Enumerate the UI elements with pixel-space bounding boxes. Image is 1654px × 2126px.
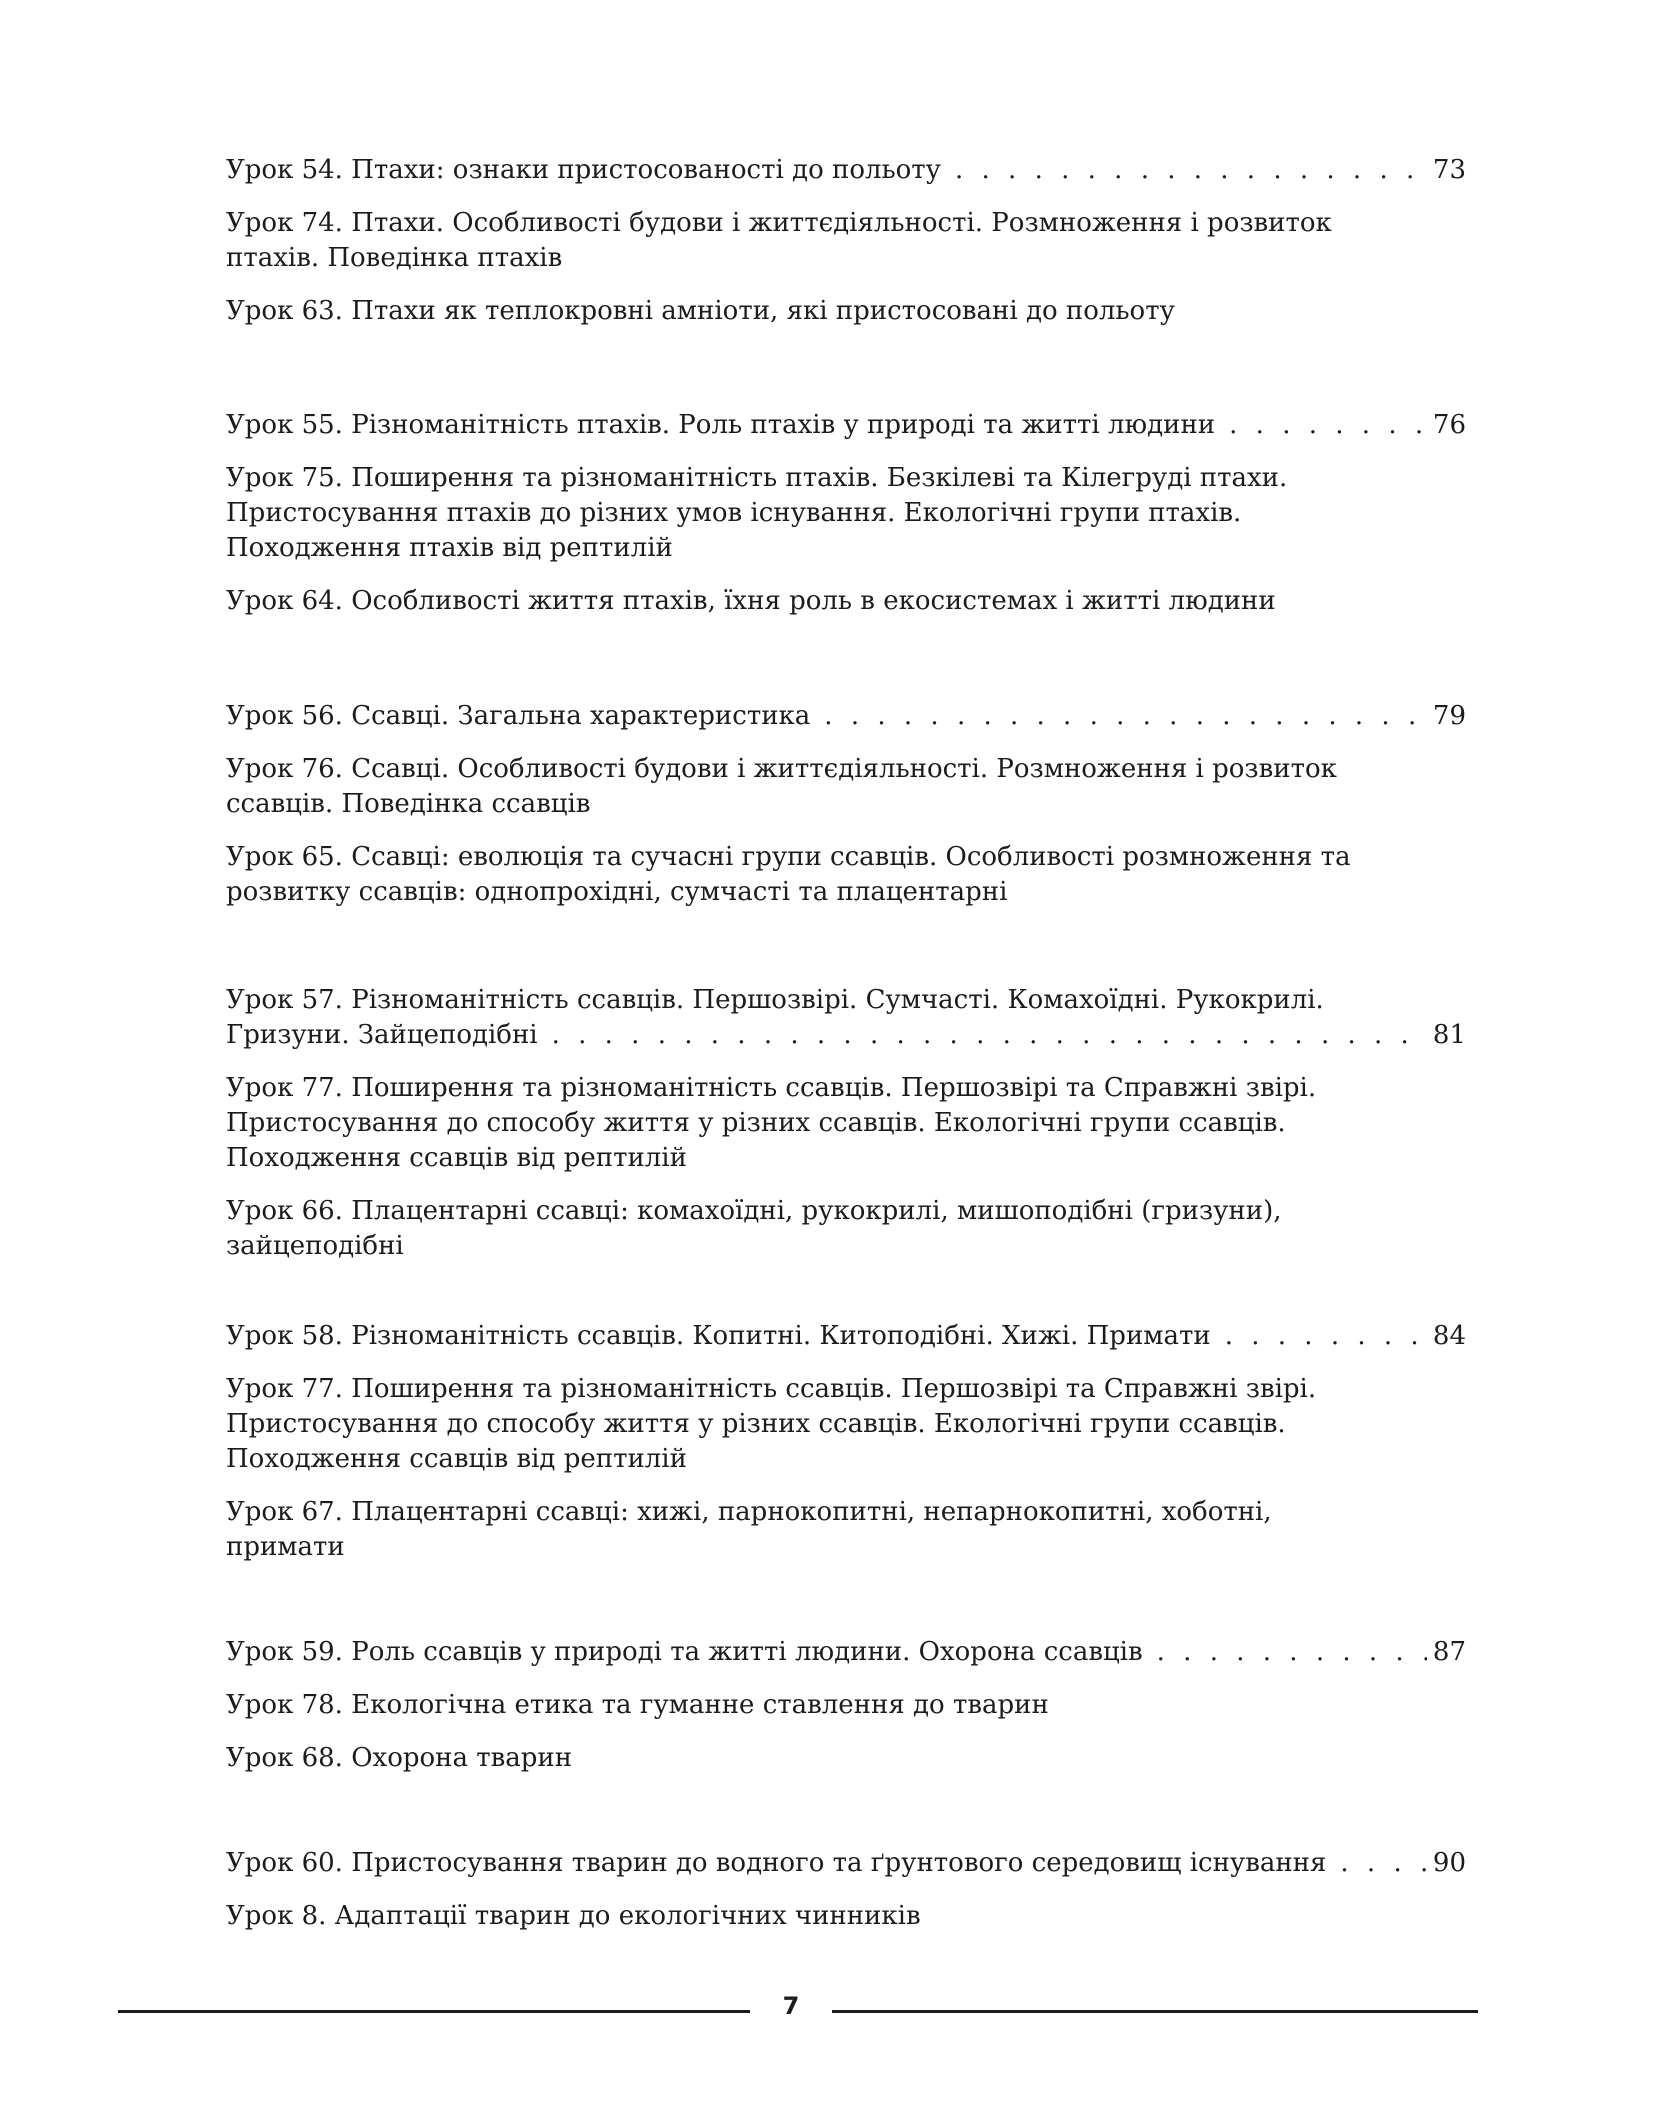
toc-sub-line: розвитку ссавців: однопрохідні, сумчасті та плацентарні: [226, 877, 1008, 907]
page-footer: [118, 1990, 1478, 2030]
toc-sub-entry: [226, 1899, 1466, 1934]
toc-sub-line: примати: [226, 1532, 345, 1562]
toc-group: [226, 1846, 1466, 1934]
toc-entry-title: Урок 60. Пристосування тварин до водного та ґрунтового середовищ існування: [226, 1848, 1327, 1878]
toc-entry-main[interactable]: [226, 699, 1466, 734]
toc-sub-line: Пристосування до способу життя у різних ссавців. Екологічні групи ссавців.: [226, 1108, 1286, 1138]
toc-page-number: 84: [1432, 1321, 1466, 1351]
toc-group: [226, 1319, 1466, 1565]
toc-sub-entry: [226, 1071, 1466, 1176]
toc-sub-line: ссавців. Поведінка ссавців: [226, 789, 591, 819]
toc-entry-title: Урок 54. Птахи: ознаки пристосованості до польоту: [226, 155, 941, 185]
toc-sub-line: Пристосування до способу життя у різних ссавців. Екологічні групи ссавців.: [226, 1409, 1286, 1439]
toc-group: [226, 408, 1466, 619]
page-number: 7: [782, 1992, 800, 2020]
toc-sub-entry: [226, 1688, 1466, 1723]
toc-sub-line: Урок 77. Поширення та різноманітність ссавців. Першозвірі та Справжні звірі.: [226, 1374, 1317, 1404]
toc-group: [226, 153, 1466, 329]
toc-sub-entry: [226, 1741, 1466, 1776]
toc-sub-line: Урок 64. Особливості життя птахів, їхня роль в екосистемах і житті людини: [226, 586, 1276, 616]
toc-entry-main[interactable]: [226, 1846, 1466, 1881]
toc-entry-main-line[interactable]: Урок 57. Різноманітність ссавців. Першозвірі. Сумчасті. Комахоїдні. Рукокрилі.: [226, 985, 1324, 1015]
dot-leader: [552, 1018, 1427, 1053]
toc-page-number: 76: [1432, 410, 1466, 440]
toc-entry-main[interactable]: [226, 1018, 1466, 1053]
footer-rule-right: [832, 2010, 1478, 2013]
toc-sub-entry: [226, 1495, 1466, 1565]
toc-sub-entry: [226, 1372, 1466, 1477]
toc-sub-line: Пристосування птахів до різних умов існування. Екологічні групи птахів.: [226, 498, 1242, 528]
footer-rule-left: [118, 2010, 750, 2013]
toc-page-number: 87: [1432, 1637, 1466, 1667]
toc-entry-main[interactable]: [226, 1635, 1466, 1670]
toc-sub-entry: [226, 461, 1466, 566]
dot-leader: [1225, 1319, 1427, 1354]
dot-leader: [1229, 408, 1427, 443]
toc-sub-line: Урок 74. Птахи. Особливості будови і життєдіяльності. Розмноження і розвиток: [226, 208, 1332, 238]
toc-entry-main[interactable]: [226, 153, 1466, 188]
toc-entry-main[interactable]: [226, 408, 1466, 443]
toc-group: [226, 1635, 1466, 1776]
toc-sub-entry: [226, 206, 1466, 276]
toc-sub-line: зайцеподібні: [226, 1231, 404, 1261]
toc-entry-main[interactable]: [226, 1319, 1466, 1354]
toc-page-number: 81: [1432, 1020, 1466, 1050]
toc-sub-line: Походження ссавців від рептилій: [226, 1444, 687, 1474]
toc-page-number: 90: [1432, 1848, 1466, 1878]
toc-page-number: 79: [1432, 701, 1466, 731]
toc-sub-entry: [226, 752, 1466, 822]
toc-entry-title: Гризуни. Зайцеподібні: [226, 1020, 538, 1050]
toc-sub-line: Урок 77. Поширення та різноманітність ссавців. Першозвірі та Справжні звірі.: [226, 1073, 1317, 1103]
toc-sub-line: Урок 63. Птахи як теплокровні амніоти, які пристосовані до польоту: [226, 296, 1175, 326]
dot-leader: [955, 153, 1427, 188]
toc-sub-entry: [226, 840, 1466, 910]
toc-sub-line: Урок 76. Ссавці. Особливості будови і життєдіяльності. Розмноження і розвиток: [226, 754, 1337, 784]
toc-sub-line: Урок 68. Охорона тварин: [226, 1743, 573, 1773]
dot-leader: [1157, 1635, 1427, 1670]
toc-sub-line: птахів. Поведінка птахів: [226, 243, 563, 273]
toc-sub-entry: [226, 294, 1466, 329]
dot-leader: [824, 699, 1427, 734]
toc-sub-line: Урок 78. Екологічна етика та гуманне ставлення до тварин: [226, 1690, 1049, 1720]
toc-sub-line: Урок 8. Адаптації тварин до екологічних чинників: [226, 1901, 921, 1931]
toc-sub-line: Урок 66. Плацентарні ссавці: комахоїдні, рукокрилі, мишоподібні (гризуни),: [226, 1196, 1282, 1226]
toc-entry-title: Урок 56. Ссавці. Загальна характеристика: [226, 701, 811, 731]
toc-sub-line: Походження птахів від рептилій: [226, 533, 673, 563]
toc-sub-line: Урок 65. Ссавці: еволюція та сучасні групи ссавців. Особливості розмноження та: [226, 842, 1351, 872]
toc-entry-title: Урок 59. Роль ссавців у природі та житті людини. Охорона ссавців: [226, 1637, 1143, 1667]
toc-sub-entry: [226, 584, 1466, 619]
toc-sub-line: Походження ссавців від рептилій: [226, 1143, 687, 1173]
toc-sub-line: Урок 75. Поширення та різноманітність птахів. Безкілеві та Кілегруді птахи.: [226, 463, 1288, 493]
toc-entry-title: Урок 55. Різноманітність птахів. Роль птахів у природі та житті людини: [226, 410, 1216, 440]
toc-sub-entry: [226, 1194, 1466, 1264]
dot-leader: [1340, 1846, 1427, 1881]
toc-entry-title: Урок 58. Різноманітність ссавців. Копитні. Китоподібні. Хижі. Примати: [226, 1321, 1211, 1351]
toc-sub-line: Урок 67. Плацентарні ссавці: хижі, парнокопитні, непарнокопитні, хоботні,: [226, 1497, 1272, 1527]
toc-page-number: 73: [1432, 155, 1466, 185]
toc-group: [226, 699, 1466, 910]
toc-group: [226, 983, 1466, 1264]
